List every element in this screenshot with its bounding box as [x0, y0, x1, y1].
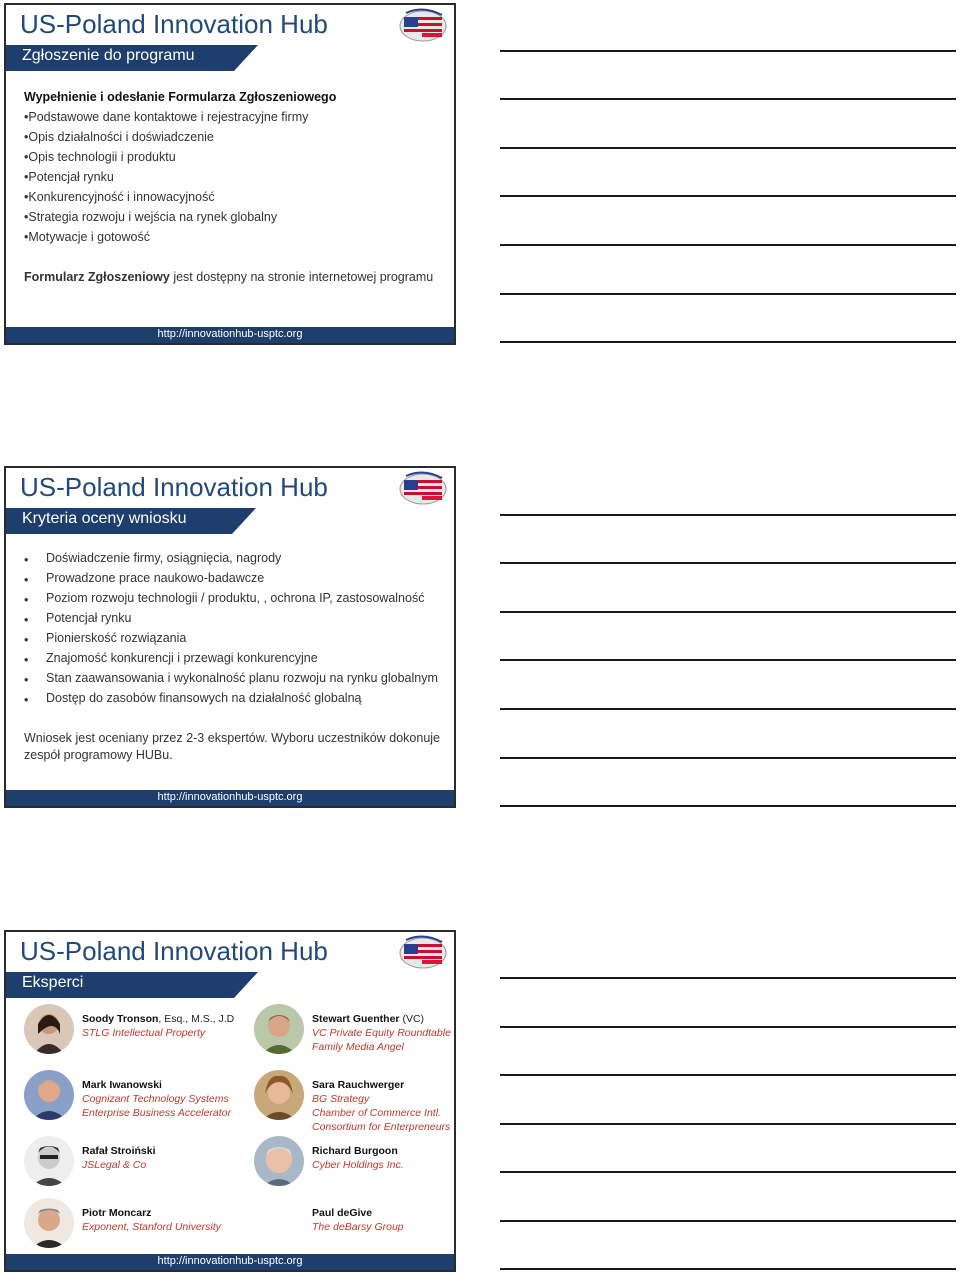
list-item: • Znajomość konkurencji i przewagi konkurencyjne: [24, 651, 318, 667]
list-item: •Opis technologii i produktu: [24, 150, 176, 164]
slide-footer: [6, 790, 454, 806]
website-link[interactable]: http://innovationhub-usptc.org: [157, 1255, 303, 1267]
slide-footer: [6, 327, 454, 343]
section-banner: [6, 508, 454, 534]
expert-card: [24, 1070, 231, 1120]
list-item: • Stan zaawansowania i wykonalność planu rozwoju na rynku globalnym: [24, 671, 438, 687]
section-banner: [6, 972, 454, 998]
expert-affiliation: Exponent, Stanford University: [82, 1221, 221, 1233]
expert-name: Richard Burgoon: [312, 1145, 398, 1157]
expert-affiliation: Chamber of Commerce Intl.: [312, 1107, 441, 1119]
expert-photo: [254, 1004, 304, 1054]
section-banner-label: Zgłoszenie do programu: [22, 47, 195, 64]
expert-photo: [24, 1198, 74, 1248]
expert-suffix: (VC): [399, 1013, 425, 1025]
slide-footer: [6, 1254, 454, 1270]
expert-card: [254, 1070, 450, 1134]
expert-name: Sara Rauchwerger: [312, 1079, 405, 1091]
list-item: • Dostęp do zasobów finansowych na działalność globalną: [24, 691, 362, 707]
form-heading: Wypełnienie i odesłanie Formularza Zgłoszeniowego: [24, 90, 337, 104]
expert-affiliation: VC Private Equity Roundtable: [312, 1027, 451, 1039]
expert-card: [254, 1004, 451, 1054]
website-link[interactable]: http://innovationhub-usptc.org: [157, 328, 303, 340]
list-item: •Potencjał rynku: [24, 170, 114, 184]
slide-application: [4, 3, 456, 345]
expert-card: [24, 1136, 156, 1186]
expert-name: Piotr Moncarz: [82, 1207, 152, 1219]
section-banner-label: Eksperci: [22, 974, 84, 991]
expert-affiliation: BG Strategy: [312, 1093, 370, 1105]
slide-title: US-Poland Innovation Hub: [20, 9, 328, 39]
expert-affiliation: Consortium for Enterpreneurs: [312, 1121, 451, 1133]
list-item: • Potencjał rynku: [24, 611, 132, 627]
expert-card: [254, 1198, 404, 1234]
form-availability-note: [24, 267, 440, 287]
section-banner-label: Kryteria oceny wniosku: [22, 510, 187, 527]
slide-evaluation-criteria: [4, 466, 456, 808]
expert-affiliation: Cyber Holdings Inc.: [312, 1159, 404, 1171]
list-item: • Poziom rozwoju technologii / produktu, , ochrona IP, zastosowalność: [24, 591, 425, 607]
expert-name: Soody Tronson: [82, 1013, 159, 1025]
expert-name: Rafał Stroiński: [82, 1145, 156, 1157]
application-requirements: [24, 87, 440, 287]
us-poland-flag-logo: [398, 470, 448, 506]
expert-suffix: , Esq., M.S., J.D: [158, 1013, 235, 1025]
list-item: •Konkurencyjność i innowacyjność: [24, 190, 215, 204]
list-item: • Pionierskość rozwiązania: [24, 631, 187, 647]
expert-card: [254, 1136, 404, 1186]
expert-photo: [254, 1136, 304, 1186]
us-poland-flag-logo: [398, 7, 448, 43]
expert-card: [24, 1004, 234, 1054]
expert-card: [24, 1198, 221, 1248]
evaluation-note: Wniosek jest oceniany przez 2-3 ekspertów. Wyboru uczestników dokonuje zespół programowy HUBu.: [24, 731, 440, 762]
list-item: •Opis działalności i doświadczenie: [24, 130, 214, 144]
expert-photo: [254, 1070, 304, 1120]
expert-name: Mark Iwanowski: [82, 1079, 162, 1091]
expert-affiliation: STLG Intellectual Property: [82, 1027, 206, 1039]
criteria-list: [24, 550, 440, 764]
list-item: • Prowadzone prace naukowo-badawcze: [24, 571, 265, 587]
list-item: • Doświadczenie firmy, osiągnięcia, nagrody: [24, 551, 282, 567]
list-item: •Motywacje i gotowość: [24, 230, 150, 244]
expert-name: Paul deGive: [312, 1207, 373, 1219]
expert-affiliation: JSLegal & Co: [82, 1159, 147, 1171]
expert-affiliation: The deBarsy Group: [312, 1221, 404, 1233]
slide-experts: [4, 930, 456, 1272]
expert-affiliation: Cognizant Technology Systems: [82, 1093, 229, 1105]
form-name: Formularz Zgłoszeniowy: [24, 270, 170, 284]
slide-title: US-Poland Innovation Hub: [20, 936, 328, 966]
expert-name: Stewart Guenther: [312, 1013, 400, 1025]
website-link[interactable]: http://innovationhub-usptc.org: [157, 791, 303, 803]
slide-title: US-Poland Innovation Hub: [20, 472, 328, 502]
form-note-text: jest dostępny na stronie internetowej programu: [169, 270, 434, 284]
expert-affiliation: Family Media Angel: [312, 1041, 404, 1053]
expert-photo: [24, 1070, 74, 1120]
expert-photo: [24, 1004, 74, 1054]
us-poland-flag-logo: [398, 934, 448, 970]
section-banner: [6, 45, 454, 71]
expert-affiliation: Enterprise Business Accelerator: [82, 1107, 232, 1119]
list-item: •Podstawowe dane kontaktowe i rejestracyjne firmy: [24, 110, 309, 124]
list-item: •Strategia rozwoju i wejścia na rynek globalny: [24, 210, 278, 224]
expert-photo: [24, 1136, 74, 1186]
